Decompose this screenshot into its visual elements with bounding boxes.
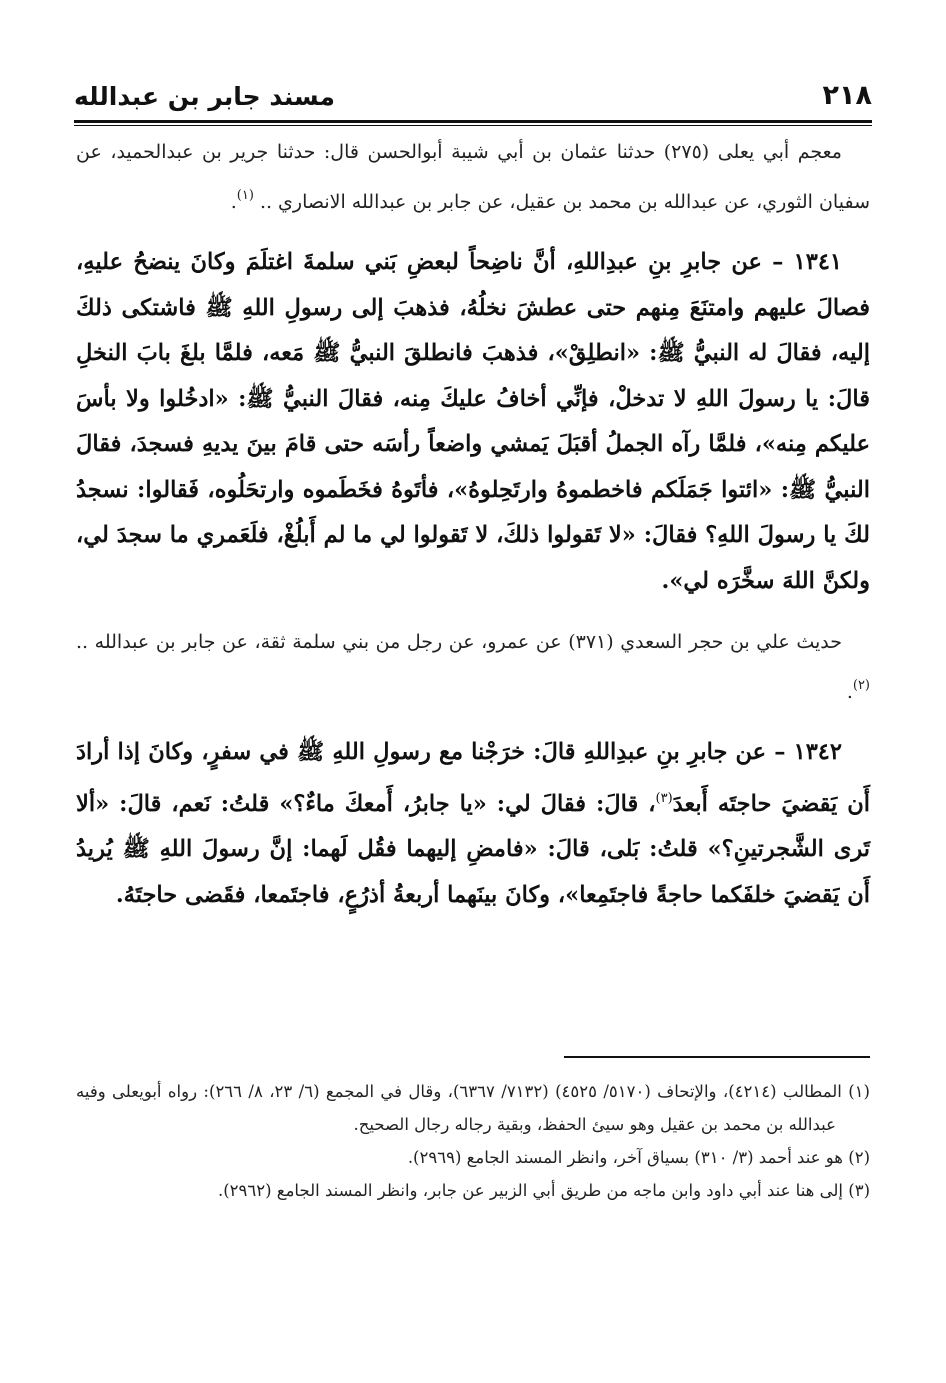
footnote-separator	[564, 1056, 870, 1058]
header-rule	[74, 120, 872, 123]
footnote-2: (٢) هو عند أحمد (٣/ ٣١٠) بسياق آخر، وانظر المسند الجامع (٢٩٦٩).	[407, 1148, 870, 1167]
hadith-paragraph	[76, 240, 870, 604]
main-text	[76, 130, 870, 934]
source-text: حديث علي بن حجر السعدي (٣٧١) عن عمرو، عن رجل من بني سلمة ثقة، عن جابر بن عبدالله ..	[76, 631, 842, 653]
footnotes	[76, 1075, 870, 1207]
hadith-text: عن جابرِ بنِ عبدِاللهِ قالَ: خرَجْنا مع رسولِ اللهِ ﷺ في سفرٍ، وكانَ إذا أرادَ أَن يَقضيَ حاجتَه أَبعدَ	[76, 739, 871, 817]
hadith-number: ١٣٤١ –	[772, 249, 842, 275]
source-note: معجم أبي يعلى (٢٧٥) حدثنا عثمان بن أبي شيبة أبوالحسن قال: حدثنا جرير بن عبدالحميد، عن سفيان الثوري، عن عبدالله بن محمد بن عقيل، عن جابر بن عبدالله الانصاري .. $^{(١)}$.	[76, 141, 870, 213]
hadith-paragraph	[76, 730, 870, 918]
footnote-ref[interactable]: (٣)	[655, 790, 673, 806]
running-title: مسند جابر بن عبدالله	[74, 82, 335, 111]
footnote-ref[interactable]: (٢)	[852, 678, 870, 693]
footnote-3: (٣) إلى هنا عند أبي داود وابن ماجه من طريق أبي الزبير عن جابر، وانظر المسند الجامع (٢٩٦٢).	[217, 1181, 870, 1200]
header-rule-thin	[74, 125, 872, 126]
hadith-text: عن جابرِ بنِ عبدِاللهِ، أنَّ ناضِحاً لبعضِ بَني سلمةَ اغتلَمَ وكانَ ينضحُ عليهِ، فصالَ عليهم وامتنَعَ مِنهم حتى عطشَ نخلُهُ، فذهبَ إلى رسولِ اللهِ ﷺ فاشتكى ذلكَ إليه، فقالَ له النبيُّ ﷺ: «انطلِقْ»، فذهبَ فانطلقَ النبيُّ ﷺ مَعه، فلمَّا بلغَ بابَ النخلِ قالَ: يا رسولَ اللهِ لا تدخلْ، فإنِّي أخافُ عليكَ مِنه، فقالَ النبيُّ ﷺ: «ادخُلوا ولا بأسَ عليكم مِنه»، فلمَّا رآه الجملُ أقبَلَ يَمشي واضعاً رأسَه حتى قامَ بينَ يديهِ فسجدَ، فقالَ النبيُّ ﷺ: «ائتوا جَمَلَكم فاخطموهُ وارتَحِلوهُ»، فأتَوهُ فخَطَموه وارتحَلُوه، فَقالوا: نسجدُ لكَ يا رسولَ اللهِ؟ فقالَ: «لا تَقولوا ذلكَ، لا تَقولوا لي ما لم أَبلُغْ، فلَعَمري ما سجدَ لي، ولكنَّ اللهَ سخَّرَه لي».	[76, 249, 870, 594]
footnote-ref[interactable]: (١)	[236, 188, 254, 203]
hadith-text-cont: ، قالَ: فقالَ لي: «يا جابرُ، أَمعكَ ماءٌ؟» قلتُ: نَعم، قالَ: «ألا تَرى الشَّجرتينِ؟» قلتُ: بَلى، قالَ: «فامضِ إليهما فقُل لَهما: إنَّ رسولَ اللهِ ﷺ يُريدُ أَن يَقضيَ خلفَكما حاجةً فاجتَمِعا»، وكانَ بينَهما أربعةُ أذرُعٍ، فاجتَمعا، فقَضى حاجتَهُ.	[76, 790, 870, 908]
hadith-number: ١٣٤٢ –	[774, 739, 842, 765]
footnote-1: (١) المطالب (٤٢١٤)، والإتحاف (٥١٧٠/ ٤٥٢٥) (٧١٣٢/ ٦٣٦٧)، وقال في المجمع (٦/ ٢٣، ٨/ ٢٦٦): رواه أبويعلى وفيه عبدالله بن محمد بن عقيل وهو سيئ الحفظ، وبقية رجاله رجال الصحيح.	[76, 1082, 870, 1134]
source-text: معجم أبي يعلى (٢٧٥) حدثنا عثمان بن أبي شيبة أبوالحسن قال: حدثنا جرير بن عبدالحميد، عن سفيان الثوري، عن عبدالله بن محمد بن عقيل، عن جابر بن عبدالله الانصاري ..	[76, 141, 870, 213]
page-header	[74, 78, 872, 118]
page-number: ٢١٨	[822, 80, 872, 111]
source-note: حديث علي بن حجر السعدي (٣٧١) عن عمرو، عن رجل من بني سلمة ثقة، عن جابر بن عبدالله .. $^{(٢)}$.	[76, 631, 870, 703]
